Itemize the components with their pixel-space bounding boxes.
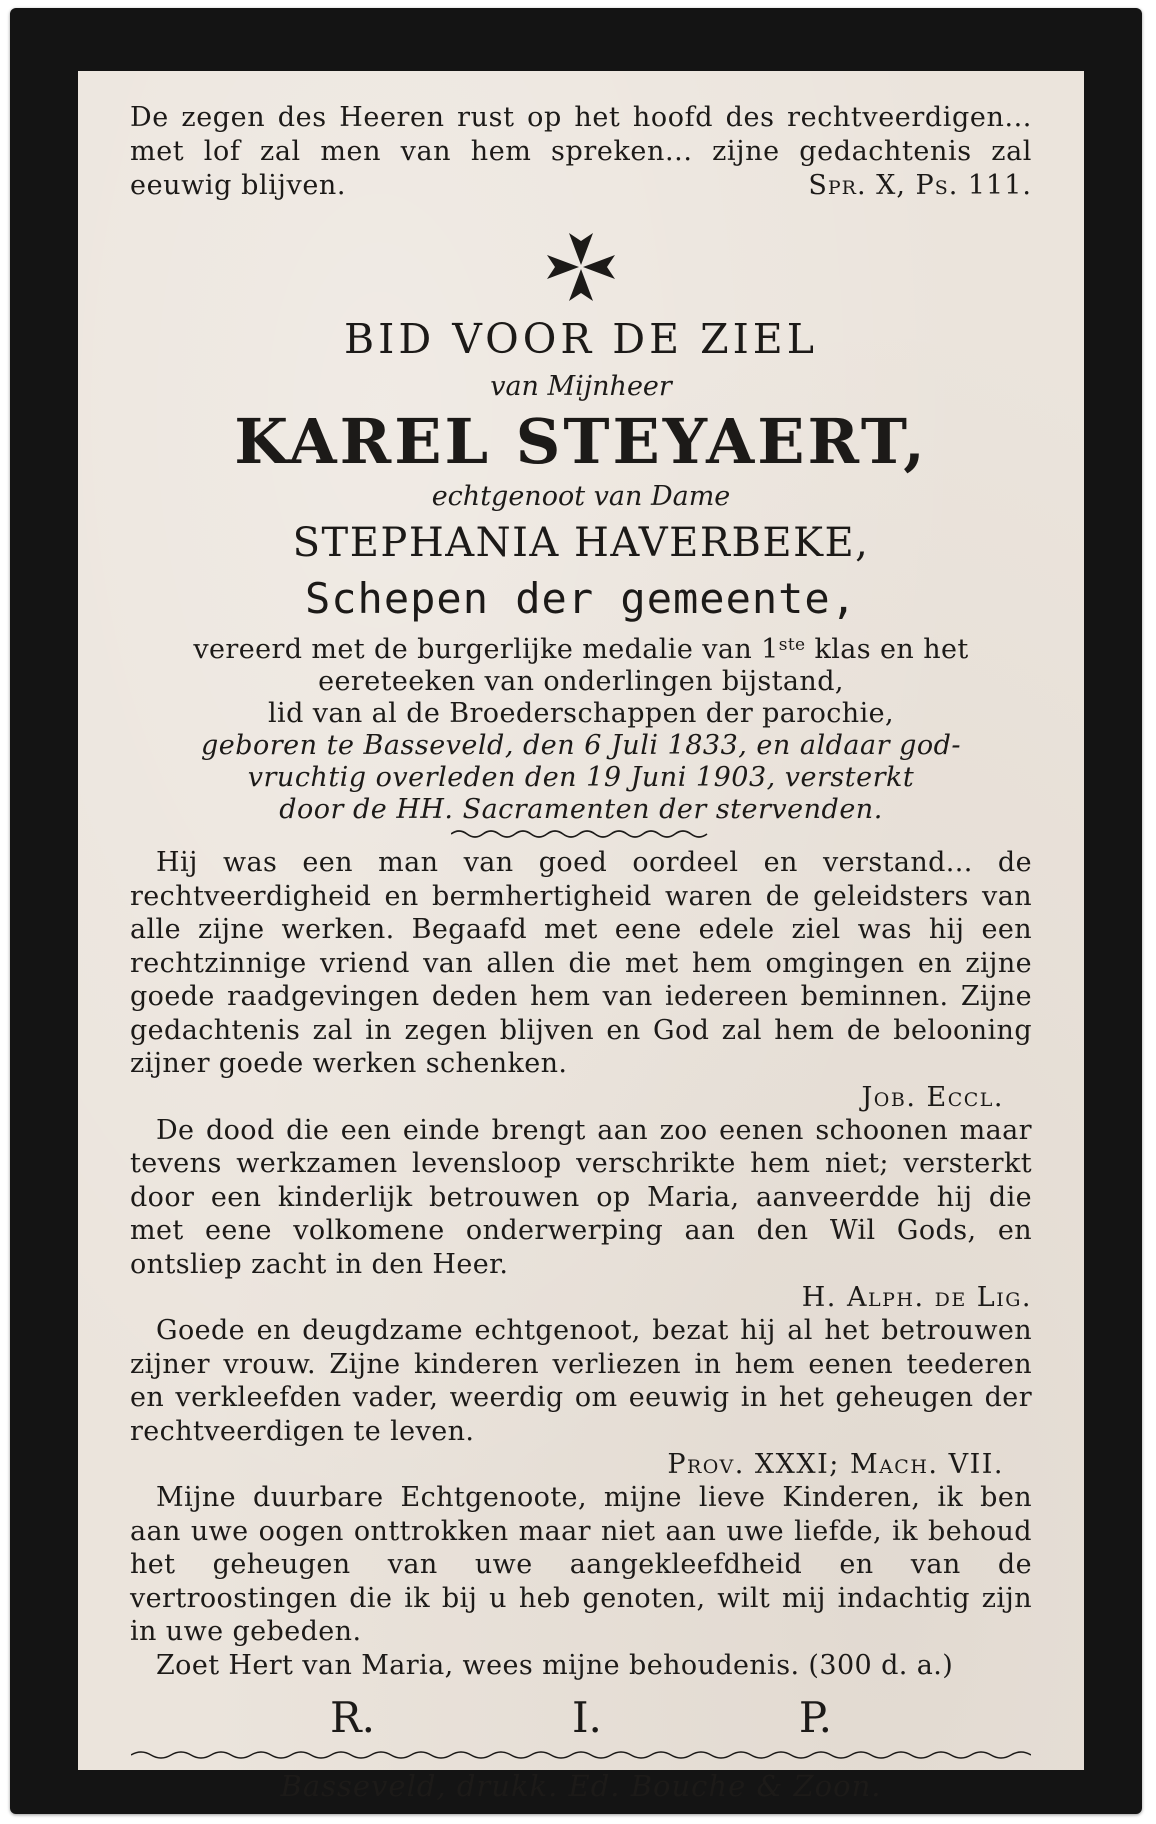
reference-1: Job. Eccl. <box>861 1081 1004 1113</box>
spouse-name: STEPHANIA HAVERBEKE, <box>292 520 870 566</box>
rip-r: R. <box>330 1693 375 1742</box>
rip-i: I. <box>571 1693 602 1742</box>
card-paper <box>78 71 1084 1803</box>
reference-3: Prov. XXXI; Mach. VII. <box>667 1449 1004 1480</box>
paragraph-2: De dood die een einde brengt aan zoo eenen schoonen maar tevens werkzamen levensloop verschrikte hem niet; versterkt door een kinderlijk betrouwen op Maria, aanveerdde hij die met eene volkomene onderwerping aan den Wil Gods, en ontsliep zacht in den Heer. <box>130 1114 1032 1280</box>
maltese-cross-icon <box>545 231 617 303</box>
birth-line-2: vruchtig overleden den 19 Juni 1903, versterkt <box>247 762 915 793</box>
honours-superscript: ste <box>778 635 806 655</box>
van-mijnheer: van Mijnheer <box>490 371 672 402</box>
birth-death <box>130 730 1032 826</box>
office-title: Schepen der gemeente, <box>304 574 857 623</box>
rip <box>130 1688 1032 1748</box>
honours-line-1 <box>130 629 1032 666</box>
epigraph-text: De zegen des Heeren rust op het hoofd des rechtveerdigen... met lof zal men van hem spreken... zijne gedachtenis zal eeuwig blijven. <box>130 102 1032 201</box>
epigraph-reference: Spr. X, Ps. 111. <box>808 170 1032 201</box>
heading: BID VOOR DE ZIEL <box>344 315 818 363</box>
honours-line-1-post: klas en het <box>805 634 969 665</box>
epigraph <box>130 101 1032 203</box>
honours-line-1-pre: vereerd met de burgerlijke medalie van 1 <box>193 634 779 665</box>
paragraph-1: Hij was een man van goed oordeel en verstand... de rechtveerdigheid en bermhertigheid waren de geleidsters van alle zijne werken. Begaafd met eene edele ziel was hij een rechtzinnige vriend van allen die met hem omgingen en zijne goede raadgevingen deden hem van iedereen beminnen. Zijne gedachtenis zal in zegen blijven en God zal hem de belooning zijner goede werken schenken. <box>130 847 1032 1079</box>
deceased-name: KAREL STEYAERT, <box>234 405 928 478</box>
honours-line-2: eereteeken van onderlingen bijstand, <box>318 666 844 697</box>
cross-container <box>130 231 1032 307</box>
ornamental-divider <box>451 826 711 842</box>
memorial-card <box>10 8 1142 1814</box>
prayer: Zoet Hert van Maria, wees mijne behoudenis. (300 d. a.) <box>156 1649 954 1681</box>
footer-divider <box>131 1748 1031 1762</box>
rip-p: P. <box>798 1693 832 1742</box>
echtgenoot-label: echtgenoot van Dame <box>431 481 731 512</box>
honours <box>130 629 1032 730</box>
paragraph-4: Mijne duurbare Echtgenoote, mijne lieve Kinderen, ik ben aan uwe oogen onttrokken maar niet aan uwe liefde, ik behoud het geheugen van uwe aangekleefdheid en van de vertroostingen die ik bij u heb genoten, wilt mij indachtig zijn in uwe gebeden. <box>130 1482 1032 1647</box>
printer-credit: Basseveld, drukk. Ed. Bouche & Zoon. <box>280 1769 882 1803</box>
birth-line-3: door de HH. Sacramenten der stervenden. <box>279 794 883 825</box>
honours-line-3: lid van al de Broederschappen der parochie, <box>268 698 894 729</box>
reference-2: H. Alph. de Lig. <box>801 1282 1032 1313</box>
paragraph-3: Goede en deugdzame echtgenoot, bezat hij al het betrouwen zijner vrouw. Zijne kinderen verliezen in hem eenen teederen en verkleefden vader, weerdig om eeuwig in het geheugen der rechtveerdigen te leven. <box>130 1315 1032 1447</box>
birth-line-1: geboren te Basseveld, den 6 Juli 1833, en aldaar god- <box>200 730 962 761</box>
